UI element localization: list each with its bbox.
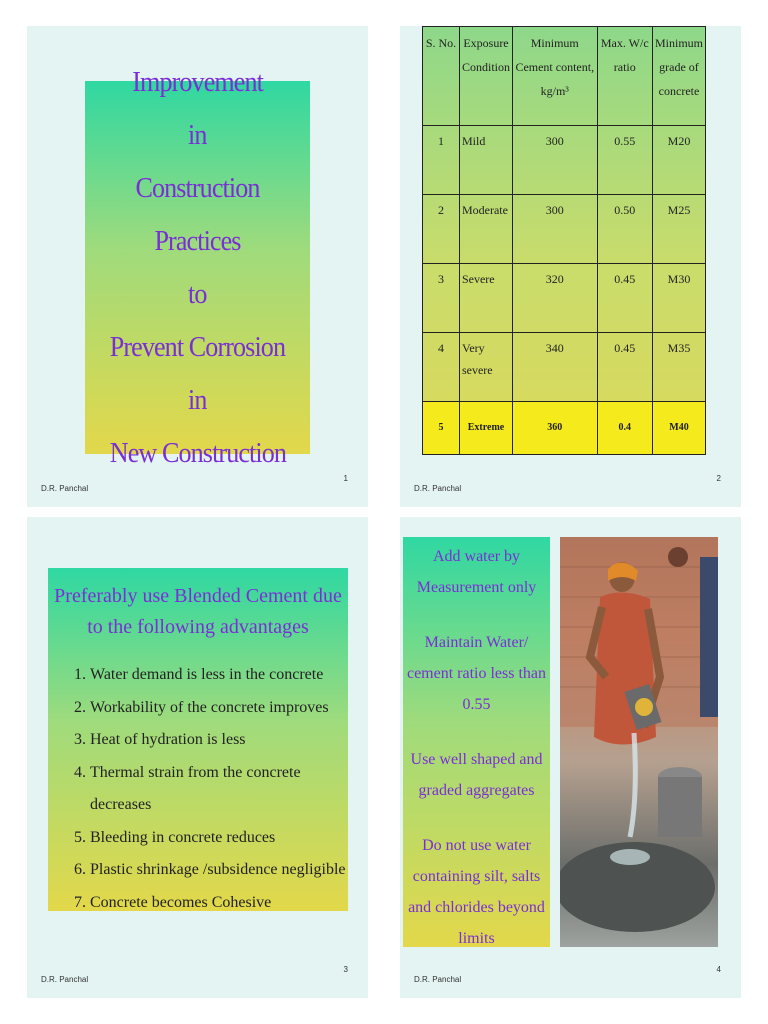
slide-footer-author: D.R. Panchal <box>414 975 462 984</box>
slide-number: 2 <box>716 474 721 483</box>
header-exposure: Exposure Condition <box>459 27 512 126</box>
cell: Moderate <box>459 195 512 264</box>
header-min-cement: Minimum Cement content, kg/m³ <box>512 27 597 126</box>
cell: Severe <box>459 264 512 333</box>
cell: 0.45 <box>597 264 652 333</box>
table-header-row <box>423 27 706 126</box>
advantages-panel <box>48 568 348 911</box>
slide-footer-author: D.R. Panchal <box>41 975 89 984</box>
title-line: to <box>188 277 207 310</box>
cell: 320 <box>512 264 597 333</box>
title-line: New Construction <box>109 436 286 469</box>
header-sno: S. No. <box>423 27 460 126</box>
guideline-text: Maintain Water/ cement ratio less than 0.55 <box>406 634 547 713</box>
cell: 1 <box>423 126 460 195</box>
cell: M30 <box>652 264 705 333</box>
slide-footer-author: D.R. Panchal <box>414 484 462 493</box>
slide-footer-author: D.R. Panchal <box>41 484 89 493</box>
advantages-list <box>48 659 348 911</box>
list-item: 7. Concrete becomes Cohesive <box>90 887 348 912</box>
title-line: Improvement <box>132 65 263 98</box>
table-row <box>423 264 706 333</box>
slide-number: 4 <box>716 965 721 974</box>
slide-number: 3 <box>343 965 348 974</box>
cell: 2 <box>423 195 460 264</box>
cell: 4 <box>423 333 460 402</box>
cell: 340 <box>512 333 597 402</box>
cell: M20 <box>652 126 705 195</box>
cell: M35 <box>652 333 705 402</box>
guideline-text: Add water by Measurement only <box>416 548 537 596</box>
title-line: Prevent Corrosion <box>109 330 286 363</box>
list-item: 2. Workability of the concrete improves <box>90 692 348 725</box>
cell: 5 <box>423 402 460 455</box>
slide-number: 1 <box>343 474 348 483</box>
cell: 300 <box>512 195 597 264</box>
cell: 0.55 <box>597 126 652 195</box>
advantages-heading: Preferably use Blended Cement due to the following advantages <box>54 585 342 638</box>
cell: 300 <box>512 126 597 195</box>
photo-illustration <box>560 537 718 947</box>
slide-1 <box>27 26 368 507</box>
list-item: 3. Heat of hydration is less <box>90 724 348 757</box>
worker-pouring-water-photo <box>560 537 718 947</box>
guidelines-panel <box>403 537 550 947</box>
cell: M40 <box>652 402 705 455</box>
table-row-extreme <box>423 402 706 455</box>
slide-2 <box>400 26 741 507</box>
table-row <box>423 333 706 402</box>
list-item: 1. Water demand is less in the concrete <box>90 659 348 692</box>
cell: Extreme <box>459 402 512 455</box>
cell: M25 <box>652 195 705 264</box>
cell: Very severe <box>459 333 512 402</box>
slide-3 <box>27 517 368 998</box>
cell: 0.45 <box>597 333 652 402</box>
guideline-text: Use well shaped and graded aggregates <box>410 751 543 799</box>
slide-4 <box>400 517 741 998</box>
list-item: 6. Plastic shrinkage /subsidence negligible <box>90 854 348 887</box>
header-min-grade: Minimum grade of concrete <box>652 27 705 126</box>
guideline-text: Do not use water containing silt, salts and chlorides beyond limits <box>408 837 545 947</box>
list-item: 5. Bleeding in concrete reduces <box>90 822 348 855</box>
title-line: in <box>188 118 207 151</box>
table-row <box>423 195 706 264</box>
exposure-table <box>422 26 706 455</box>
cell: 360 <box>512 402 597 455</box>
title-panel <box>85 65 310 469</box>
list-item: 4. Thermal strain from the concrete decreases <box>90 757 348 822</box>
title-line: Construction Practices <box>135 171 260 257</box>
cell: 0.50 <box>597 195 652 264</box>
cell: 3 <box>423 264 460 333</box>
header-wc-ratio: Max. W/c ratio <box>597 27 652 126</box>
title-line: in <box>188 383 207 416</box>
cell: Mild <box>459 126 512 195</box>
table-row <box>423 126 706 195</box>
cell: 0.4 <box>597 402 652 455</box>
